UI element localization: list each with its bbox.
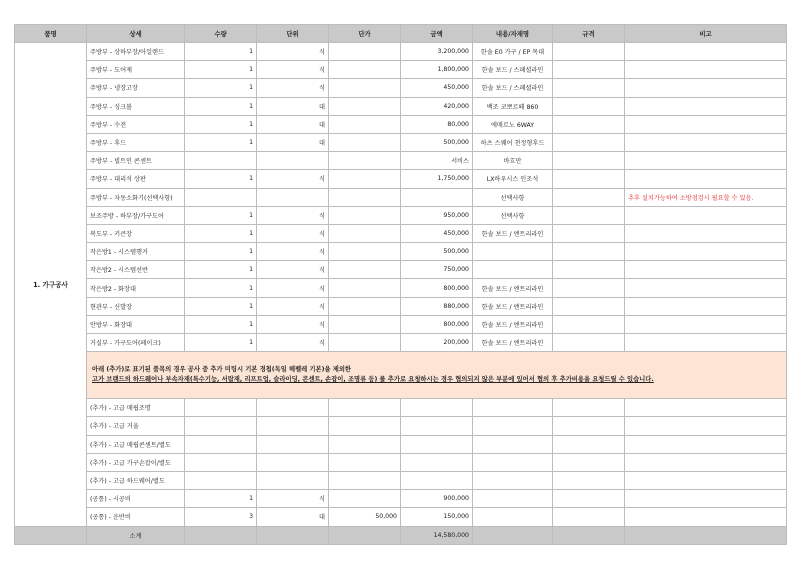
- cell-material: 에매르노 6WAY: [473, 115, 553, 133]
- cell-detail: 주방부 - 빌트인 콘센트: [87, 152, 185, 170]
- cell-amount: [401, 399, 473, 417]
- cell-unit-price: [329, 279, 401, 297]
- table-row: [15, 243, 787, 261]
- header-material: 내용/자재명: [473, 25, 553, 43]
- cell-unit: 식: [257, 490, 329, 508]
- estimate-table: [14, 24, 787, 545]
- cell-material: 한솔 보드 / 엔트리라인: [473, 334, 553, 352]
- cell-detail: 현관부 - 신발장: [87, 297, 185, 315]
- cell-amount: 500,000: [401, 133, 473, 151]
- cell-spec: [553, 297, 625, 315]
- cell-qty: 1: [185, 279, 257, 297]
- cell-amount: [401, 471, 473, 489]
- table-row: [15, 115, 787, 133]
- cell-note: [625, 508, 787, 526]
- cell-material: 한솔 보드 / 스페셜라인: [473, 61, 553, 79]
- cell-unit-price: 50,000: [329, 508, 401, 526]
- cell-amount: 500,000: [401, 243, 473, 261]
- cell-amount: 150,000: [401, 508, 473, 526]
- cell-note: [625, 315, 787, 333]
- cell-spec: [553, 417, 625, 435]
- notice-row: [15, 352, 787, 399]
- cell-material: 바흐만: [473, 152, 553, 170]
- cell-amount: 420,000: [401, 97, 473, 115]
- cell-unit: 대: [257, 508, 329, 526]
- cell-material: 한솔 보드 / 엔트리라인: [473, 315, 553, 333]
- cell-qty: [185, 453, 257, 471]
- cell-detail: 거실부 - 가구도어(페이크): [87, 334, 185, 352]
- cell-amount: 450,000: [401, 79, 473, 97]
- table-row: [15, 61, 787, 79]
- cell-detail: 안방부 - 화장대: [87, 315, 185, 333]
- cell-spec: [553, 97, 625, 115]
- table-row: [15, 188, 787, 206]
- cell-detail: 작은방2 - 화장대: [87, 279, 185, 297]
- subtotal-row: [15, 526, 787, 544]
- notice-line-1: 아래 (추가)로 표기된 품목의 경우 공사 중 추가 미팅시 기본 경첩(독일 헤펠레 기본)을 제외한: [92, 366, 351, 374]
- cell-detail: 보조주방 - 하부장/가구도어: [87, 206, 185, 224]
- cell-unit: 식: [257, 279, 329, 297]
- header-amount: 금액: [401, 25, 473, 43]
- cell-spec: [553, 490, 625, 508]
- cell-unit-price: [329, 188, 401, 206]
- header-category: 품명: [15, 25, 87, 43]
- cell-unit: 식: [257, 315, 329, 333]
- subtotal-unit-price-cell: [329, 526, 401, 544]
- cell-spec: [553, 43, 625, 61]
- cell-unit: 식: [257, 61, 329, 79]
- cell-material: [473, 490, 553, 508]
- cell-material: [473, 435, 553, 453]
- cell-spec: [553, 170, 625, 188]
- cell-detail: 주방부 - 상하부장/아일랜드: [87, 43, 185, 61]
- cell-qty: 1: [185, 490, 257, 508]
- cell-unit-price: [329, 261, 401, 279]
- cell-note: [625, 261, 787, 279]
- cell-unit: [257, 152, 329, 170]
- cell-material: [473, 261, 553, 279]
- cell-detail: 주방부 - 대리석 상판: [87, 170, 185, 188]
- cell-qty: 1: [185, 206, 257, 224]
- table-row: [15, 453, 787, 471]
- subtotal-label: 소계: [87, 526, 185, 544]
- table-row: [15, 206, 787, 224]
- cell-material: [473, 453, 553, 471]
- cell-amount: 900,000: [401, 490, 473, 508]
- cell-material: [473, 243, 553, 261]
- cell-amount: 750,000: [401, 261, 473, 279]
- cell-material: 백조 코뽀르떼 860: [473, 97, 553, 115]
- cell-unit-price: [329, 334, 401, 352]
- cell-detail: (추가) - 고급 거울: [87, 417, 185, 435]
- cell-unit: [257, 399, 329, 417]
- subtotal-note-cell: [625, 526, 787, 544]
- cell-unit-price: [329, 206, 401, 224]
- cell-unit-price: [329, 79, 401, 97]
- table-body: [15, 43, 787, 545]
- cell-qty: 3: [185, 508, 257, 526]
- cell-unit: 식: [257, 43, 329, 61]
- cell-spec: [553, 334, 625, 352]
- cell-material: [473, 508, 553, 526]
- cell-unit-price: [329, 97, 401, 115]
- cell-detail: 작은방2 - 시스템선반: [87, 261, 185, 279]
- cell-detail: 주방부 - 수전: [87, 115, 185, 133]
- cell-note: [625, 79, 787, 97]
- cell-detail: (추가) - 고급 매립콘센트/별도: [87, 435, 185, 453]
- cell-unit-price: [329, 224, 401, 242]
- category-label: 1. 가구공사: [15, 43, 87, 527]
- cell-qty: [185, 471, 257, 489]
- cell-unit: 대: [257, 133, 329, 151]
- cell-unit: [257, 417, 329, 435]
- cell-material: [473, 417, 553, 435]
- cell-material: 한솔 E0 가구 / EP 목대: [473, 43, 553, 61]
- cell-unit: [257, 453, 329, 471]
- cell-note: [625, 334, 787, 352]
- cell-material: 선택사항: [473, 206, 553, 224]
- cell-amount: 80,000: [401, 115, 473, 133]
- cell-qty: [185, 417, 257, 435]
- cell-detail: (공통) - 운반비: [87, 508, 185, 526]
- cell-unit-price: [329, 490, 401, 508]
- cell-qty: 1: [185, 61, 257, 79]
- cell-detail: 주방부 - 자동소화기(선택사항): [87, 188, 185, 206]
- cell-detail: 주방부 - 냉장고장: [87, 79, 185, 97]
- cell-material: LX하우시스 인조석: [473, 170, 553, 188]
- cell-qty: 1: [185, 243, 257, 261]
- cell-unit-price: [329, 315, 401, 333]
- cell-unit: [257, 471, 329, 489]
- cell-note: [625, 152, 787, 170]
- cell-detail: 복도부 - 키큰장: [87, 224, 185, 242]
- cell-spec: [553, 224, 625, 242]
- cell-unit-price: [329, 453, 401, 471]
- cell-unit-price: [329, 435, 401, 453]
- cell-unit-price: [329, 297, 401, 315]
- cell-unit-price: [329, 170, 401, 188]
- cell-unit: 대: [257, 97, 329, 115]
- cell-note: [625, 206, 787, 224]
- cell-spec: [553, 508, 625, 526]
- header-note: 비고: [625, 25, 787, 43]
- cell-note: [625, 297, 787, 315]
- cell-detail: (추가) - 고급 가구손잡이/별도: [87, 453, 185, 471]
- cell-amount: [401, 435, 473, 453]
- cell-note: [625, 133, 787, 151]
- cell-unit: 식: [257, 79, 329, 97]
- cell-amount: 1,800,000: [401, 61, 473, 79]
- cell-amount: 1,750,000: [401, 170, 473, 188]
- header-detail: 상세: [87, 25, 185, 43]
- cell-unit-price: [329, 399, 401, 417]
- subtotal-unit-cell: [257, 526, 329, 544]
- cell-qty: [185, 435, 257, 453]
- cell-qty: 1: [185, 334, 257, 352]
- cell-spec: [553, 261, 625, 279]
- cell-material: 선택사항: [473, 188, 553, 206]
- cell-qty: 1: [185, 97, 257, 115]
- cell-qty: 1: [185, 297, 257, 315]
- table-row: [15, 417, 787, 435]
- cell-unit-price: [329, 152, 401, 170]
- cell-qty: [185, 188, 257, 206]
- cell-qty: [185, 399, 257, 417]
- cell-unit-price: [329, 471, 401, 489]
- cell-unit: 식: [257, 334, 329, 352]
- table-row: [15, 261, 787, 279]
- cell-spec: [553, 315, 625, 333]
- cell-amount: 3,200,000: [401, 43, 473, 61]
- cell-note: [625, 61, 787, 79]
- cell-material: 한솔 보드 / 스페셜라인: [473, 79, 553, 97]
- cell-detail: (추가) - 고급 하드웨어/별도: [87, 471, 185, 489]
- cell-spec: [553, 206, 625, 224]
- notice-text: [87, 352, 787, 399]
- cell-material: [473, 399, 553, 417]
- cell-material: [473, 471, 553, 489]
- cell-unit-price: [329, 133, 401, 151]
- cell-spec: [553, 243, 625, 261]
- cell-spec: [553, 79, 625, 97]
- table-row: [15, 170, 787, 188]
- header-spec: 규격: [553, 25, 625, 43]
- cell-detail: (추가) - 고급 매립조명: [87, 399, 185, 417]
- cell-note: [625, 224, 787, 242]
- cell-amount: 950,000: [401, 206, 473, 224]
- cell-unit-price: [329, 417, 401, 435]
- cell-amount: 서비스: [401, 152, 473, 170]
- cell-note: [625, 170, 787, 188]
- cell-unit-price: [329, 115, 401, 133]
- table-row: [15, 224, 787, 242]
- cell-note: [625, 471, 787, 489]
- cell-note: [625, 417, 787, 435]
- cell-unit: [257, 435, 329, 453]
- cell-spec: [553, 399, 625, 417]
- table-row: [15, 133, 787, 151]
- cell-unit-price: [329, 243, 401, 261]
- cell-spec: [553, 152, 625, 170]
- cell-spec: [553, 61, 625, 79]
- header-row: [15, 25, 787, 43]
- table-row: [15, 79, 787, 97]
- cell-unit-price: [329, 43, 401, 61]
- cell-note: [625, 43, 787, 61]
- cell-detail: 작은방1 - 시스템행거: [87, 243, 185, 261]
- cell-unit: [257, 188, 329, 206]
- notice-line-2: 고가 브랜드의 하드웨어나 부속자재(특수기능, 서랍재, 리프트업, 슬라이딩, 콘센트, 손잡이, 조명류 등) 를 추가로 요청하시는 경우 협의되지 않은 부분에 있어서 협의 후 추가비용을 요청드릴 수 있습니다.: [92, 376, 654, 384]
- cell-unit: 식: [257, 170, 329, 188]
- table-row: [15, 334, 787, 352]
- cell-spec: [553, 453, 625, 471]
- cell-note: [625, 97, 787, 115]
- cell-spec: [553, 471, 625, 489]
- table-row: [15, 152, 787, 170]
- cell-note: [625, 279, 787, 297]
- table-row: [15, 471, 787, 489]
- cell-qty: [185, 152, 257, 170]
- cell-material: 한솔 보드 / 엔트리라인: [473, 224, 553, 242]
- table-row: [15, 315, 787, 333]
- cell-spec: [553, 115, 625, 133]
- table-row: [15, 435, 787, 453]
- subtotal-category-cell: [15, 526, 87, 544]
- table-row: [15, 297, 787, 315]
- cell-qty: 1: [185, 224, 257, 242]
- table-row: [15, 508, 787, 526]
- cell-detail: 주방부 - 도어재: [87, 61, 185, 79]
- cell-note: [625, 399, 787, 417]
- table-row: [15, 279, 787, 297]
- table-row: [15, 399, 787, 417]
- subtotal-amount: 14,580,000: [401, 526, 473, 544]
- cell-amount: 200,000: [401, 334, 473, 352]
- header-unit-price: 단가: [329, 25, 401, 43]
- table-row: [15, 490, 787, 508]
- cell-note: [625, 115, 787, 133]
- table-row: [15, 43, 787, 61]
- cell-spec: [553, 133, 625, 151]
- cell-unit: 식: [257, 206, 329, 224]
- cell-amount: 880,000: [401, 297, 473, 315]
- cell-note: [625, 243, 787, 261]
- cell-note: [625, 435, 787, 453]
- cell-amount: [401, 417, 473, 435]
- cell-material: 하츠 스퀘어 천정형후드: [473, 133, 553, 151]
- table-row: [15, 97, 787, 115]
- cell-note: [625, 453, 787, 471]
- cell-unit: 대: [257, 115, 329, 133]
- cell-qty: 1: [185, 115, 257, 133]
- subtotal-material-cell: [473, 526, 553, 544]
- cell-unit: 식: [257, 297, 329, 315]
- cell-amount: 800,000: [401, 279, 473, 297]
- header-unit: 단위: [257, 25, 329, 43]
- cell-qty: 1: [185, 43, 257, 61]
- cell-qty: 1: [185, 261, 257, 279]
- subtotal-qty-cell: [185, 526, 257, 544]
- cell-note: [625, 490, 787, 508]
- cell-amount: [401, 188, 473, 206]
- cell-detail: 주방부 - 후드: [87, 133, 185, 151]
- cell-unit: 식: [257, 261, 329, 279]
- cell-amount: [401, 453, 473, 471]
- cell-amount: 450,000: [401, 224, 473, 242]
- cell-unit: 식: [257, 243, 329, 261]
- cell-qty: 1: [185, 133, 257, 151]
- quote-sheet: [14, 24, 787, 545]
- cell-qty: 1: [185, 315, 257, 333]
- cell-unit: 식: [257, 224, 329, 242]
- header-qty: 수량: [185, 25, 257, 43]
- cell-amount: 800,000: [401, 315, 473, 333]
- cell-qty: 1: [185, 79, 257, 97]
- cell-spec: [553, 435, 625, 453]
- cell-detail: 주방부 - 싱크볼: [87, 97, 185, 115]
- cell-qty: 1: [185, 170, 257, 188]
- cell-material: 한솔 보드 / 엔트리라인: [473, 279, 553, 297]
- subtotal-spec-cell: [553, 526, 625, 544]
- cell-note: 추후 설치가능하여 소방점검시 필요할 수 있음.: [625, 188, 787, 206]
- cell-material: 한솔 보드 / 엔트리라인: [473, 297, 553, 315]
- cell-spec: [553, 188, 625, 206]
- cell-spec: [553, 279, 625, 297]
- cell-unit-price: [329, 61, 401, 79]
- cell-detail: (공통) - 시공비: [87, 490, 185, 508]
